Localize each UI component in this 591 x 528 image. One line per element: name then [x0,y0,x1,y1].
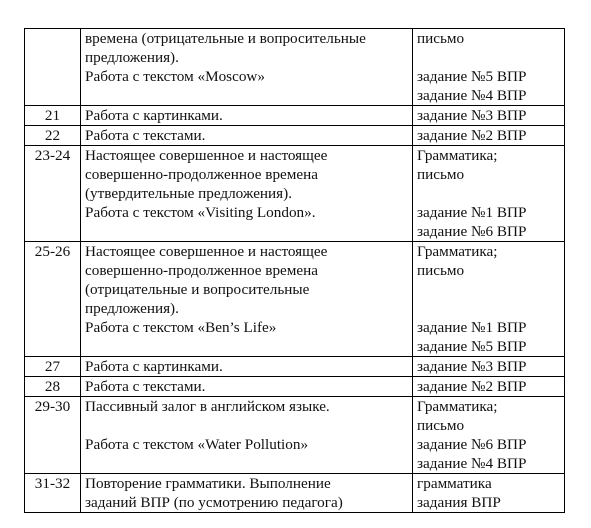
lesson-topic-cell [81,29,413,106]
lesson-topic-cell [81,397,413,474]
lesson-plan-table [24,28,565,513]
topic-line: (отрицательные и вопросительные [85,281,310,298]
lesson-number-cell [25,126,81,146]
table-body [25,29,565,513]
topic-line: Работа с текстом «Visiting London». [85,204,316,221]
lesson-number-cell [25,377,81,397]
control-form-cell [413,126,565,146]
form-line: Грамматика; [417,147,498,164]
form-line: грамматика [417,475,492,492]
form-line: задание №6 ВПР [417,223,527,240]
lesson-topic-cell [81,357,413,377]
form-line: задание №5 ВПР [417,68,527,85]
form-line: задание №6 ВПР [417,436,527,453]
form-line [417,280,560,299]
control-form-cell [413,29,565,106]
lesson-number-cell [25,397,81,474]
table-row [25,377,565,397]
lesson-topic-cell [81,474,413,513]
topic-line [85,416,408,435]
form-line [417,48,560,67]
form-line: задание №2 ВПР [417,127,527,144]
lesson-number-cell [25,29,81,106]
topic-line: Работа с текстом «Ben’s Life» [85,319,277,336]
topic-line: предложения). [85,300,179,317]
form-line [417,299,560,318]
lesson-number: 28 [44,378,61,395]
lesson-number: 29-30 [34,398,71,415]
form-line: задание №1 ВПР [417,204,527,221]
table-row [25,357,565,377]
form-line: задания ВПР [417,494,501,511]
form-line: Грамматика; [417,243,498,260]
topic-line: (утвердительные предложения). [85,185,293,202]
lesson-number: 25-26 [34,243,71,260]
table-row [25,397,565,474]
form-line: письмо [417,262,465,279]
form-line: задание №2 ВПР [417,378,527,395]
table-row [25,106,565,126]
control-form-cell [413,474,565,513]
lesson-number: 21 [44,107,61,124]
topic-line: Работа с текстами. [85,127,206,144]
topic-line: совершенно-продолженное времена [85,166,319,183]
lesson-topic-cell [81,242,413,357]
topic-line: совершенно-продолженное времена [85,262,319,279]
lesson-number-cell [25,474,81,513]
lesson-topic-cell [81,126,413,146]
topic-line: Работа с картинками. [85,358,223,375]
form-line: задание №4 ВПР [417,455,527,472]
form-line: письмо [417,30,465,47]
table-row [25,242,565,357]
topic-line: Работа с текстами. [85,378,206,395]
form-line: задание №5 ВПР [417,338,527,355]
form-line: задание №3 ВПР [417,107,527,124]
table-row [25,146,565,242]
topic-line: заданий ВПР (по усмотрению педагога) [85,494,343,511]
lesson-number-cell [25,146,81,242]
control-form-cell [413,242,565,357]
lesson-number-cell [25,357,81,377]
lesson-number: 23-24 [34,147,71,164]
topic-line: Настоящее совершенное и настоящее [85,147,328,164]
form-line: задание №4 ВПР [417,87,527,104]
table-row [25,126,565,146]
topic-line: Пассивный залог в английском языке. [85,398,330,415]
lesson-topic-cell [81,106,413,126]
topic-line: времена (отрицательные и вопросительные [85,30,366,47]
topic-line: предложения). [85,49,179,66]
form-line: задание №1 ВПР [417,319,527,336]
control-form-cell [413,106,565,126]
form-line [417,184,560,203]
topic-line: Настоящее совершенное и настоящее [85,243,328,260]
control-form-cell [413,357,565,377]
lesson-topic-cell [81,377,413,397]
control-form-cell [413,377,565,397]
lesson-number: 27 [44,358,61,375]
form-line: задание №3 ВПР [417,358,527,375]
lesson-number: 22 [44,127,61,144]
topic-line: Работа с картинками. [85,107,223,124]
form-line: Грамматика; [417,398,498,415]
control-form-cell [413,397,565,474]
lesson-number-cell [25,106,81,126]
lesson-topic-cell [81,146,413,242]
topic-line: Работа с текстом «Water Pollution» [85,436,309,453]
table-row [25,29,565,106]
topic-line: Повторение грамматики. Выполнение [85,475,331,492]
lesson-number-cell [25,242,81,357]
form-line: письмо [417,417,465,434]
table-row [25,474,565,513]
control-form-cell [413,146,565,242]
lesson-number: 31-32 [34,475,71,492]
topic-line: Работа с текстом «Moscow» [85,68,265,85]
form-line: письмо [417,166,465,183]
